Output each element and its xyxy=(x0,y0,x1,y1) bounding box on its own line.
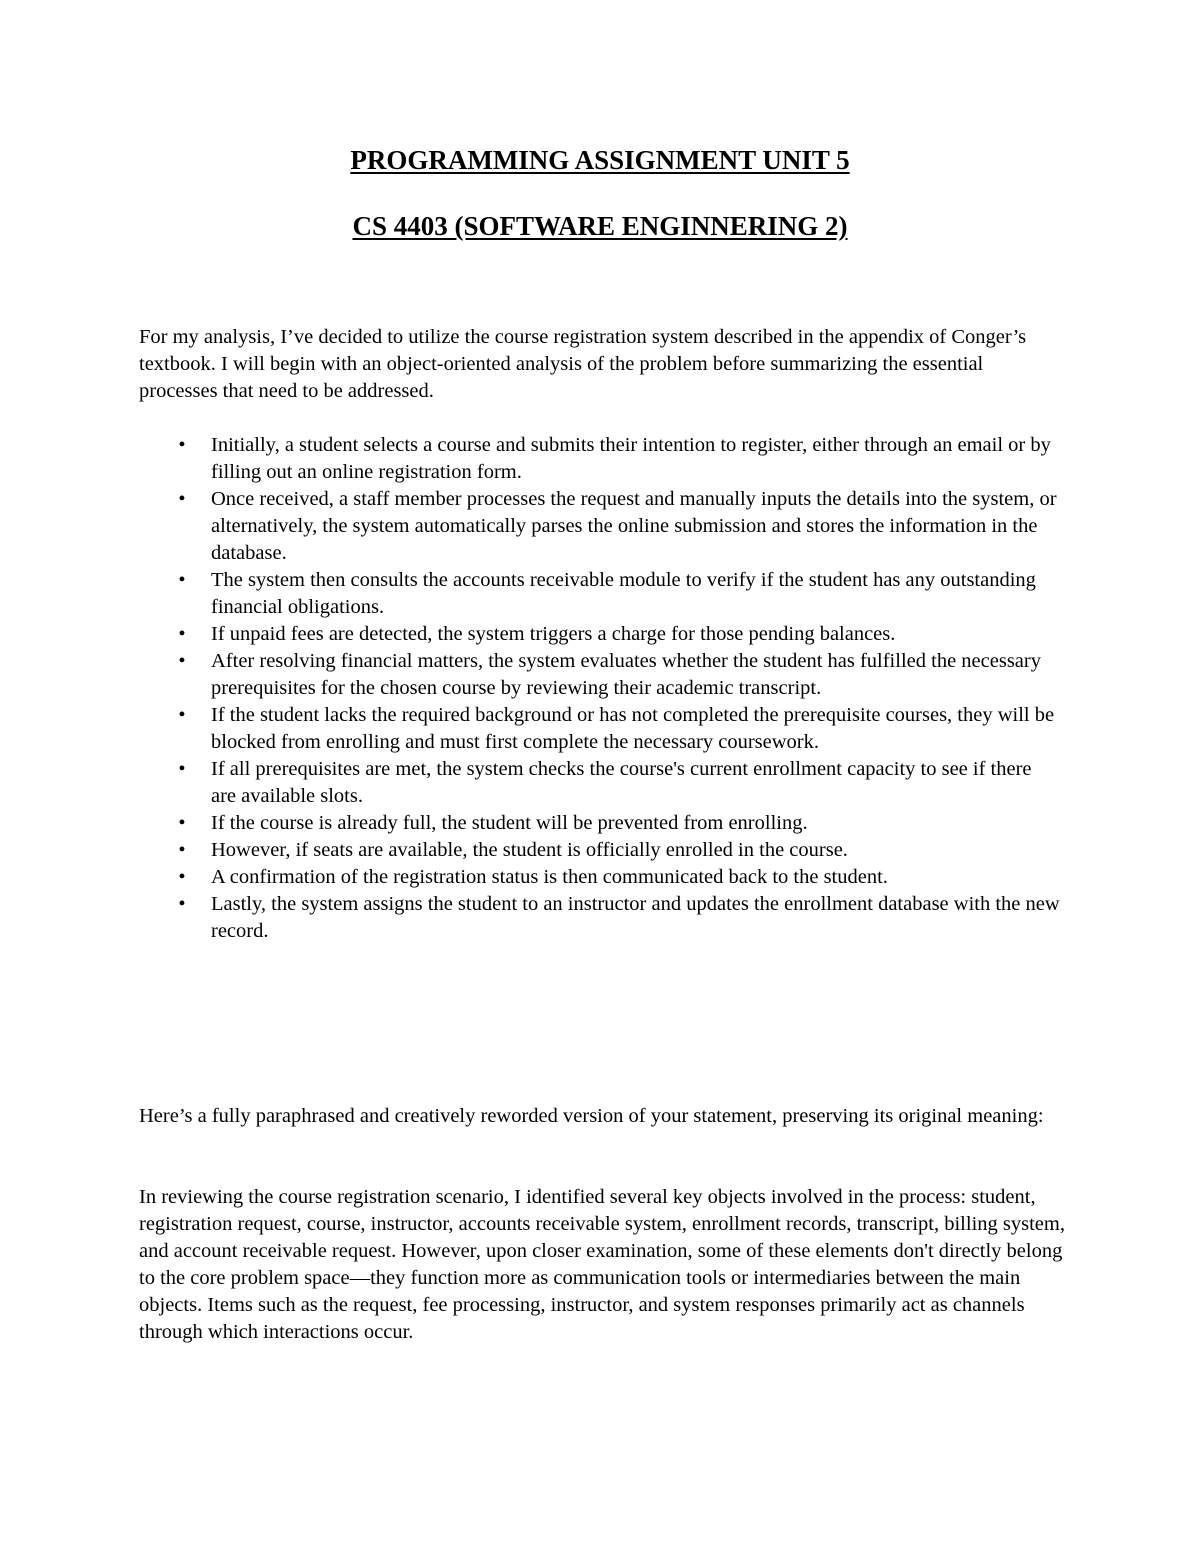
list-item xyxy=(139,702,1061,756)
list-item xyxy=(139,891,1061,945)
list-item-text: If the student lacks the required background or has not completed the prerequisite courses, they will be blocked from enrolling and must first complete the necessary coursework. xyxy=(211,704,1055,753)
document-title: PROGRAMMING ASSIGNMENT UNIT 5 xyxy=(350,145,850,175)
intro-paragraph: For my analysis, I’ve decided to utilize the course registration system described in the appendix of Conger’s textbook. I will begin with an object-oriented analysis of the problem before summarizing the essential processes that need to be addressed. xyxy=(139,326,1027,402)
list-item xyxy=(139,432,1061,486)
list-item-text: If all prerequisites are met, the system checks the course's current enrollment capacity to see if there are available slots. xyxy=(211,758,1032,807)
bullet-icon: • xyxy=(178,569,186,591)
list-item-text: After resolving financial matters, the system evaluates whether the student has fulfilled the necessary prerequisites for the chosen course by reviewing their academic transcript. xyxy=(211,650,1041,699)
bullet-icon: • xyxy=(178,893,186,915)
list-item-text: Initially, a student selects a course and submits their intention to register, either through an email or by filling out an online registration form. xyxy=(211,434,1051,483)
bullet-icon: • xyxy=(178,650,186,672)
bullet-icon: • xyxy=(178,812,186,834)
list-item-text: The system then consults the accounts receivable module to verify if the student has any outstanding financial obligations. xyxy=(211,569,1036,618)
bullet-icon: • xyxy=(178,839,186,861)
process-steps-list xyxy=(139,432,1061,945)
bullet-icon: • xyxy=(178,866,186,888)
bullet-icon: • xyxy=(178,623,186,645)
list-item xyxy=(139,810,1061,837)
list-item xyxy=(139,486,1061,567)
list-item xyxy=(139,837,1061,864)
document-subtitle: CS 4403 (SOFTWARE ENGINNERING 2) xyxy=(352,211,848,241)
bullet-icon: • xyxy=(178,758,186,780)
analysis-paragraph: In reviewing the course registration scenario, I identified several key objects involved in the process: student, registration request, course, instructor, accounts receivable system, enrollment records, transcript, billing system, and account receivable request. However, upon closer examination, some of these elements don't directly belong to the core problem space—they function more as communication tools or intermediaries between the main objects. Items such as the request, fee processing, instructor, and system responses primarily act as channels through which interactions occur. xyxy=(139,1186,1065,1343)
list-item xyxy=(139,621,1061,648)
list-item xyxy=(139,864,1061,891)
list-item-text: A confirmation of the registration status is then communicated back to the student. xyxy=(211,866,888,888)
list-item-text: If unpaid fees are detected, the system triggers a charge for those pending balances. xyxy=(211,623,896,645)
list-item xyxy=(139,567,1061,621)
paraphrase-intro-paragraph: Here’s a fully paraphrased and creatively reworded version of your statement, preserving its original meaning: xyxy=(139,1105,1044,1127)
list-item-text: Once received, a staff member processes the request and manually inputs the details into the system, or alternatively, the system automatically parses the online submission and stores the information in the database. xyxy=(211,488,1057,564)
list-item xyxy=(139,756,1061,810)
bullet-icon: • xyxy=(178,434,186,456)
list-item-text: Lastly, the system assigns the student to an instructor and updates the enrollment database with the new record. xyxy=(211,893,1060,942)
bullet-icon: • xyxy=(178,488,186,510)
list-item-text: If the course is already full, the student will be prevented from enrolling. xyxy=(211,812,808,834)
list-item-text: However, if seats are available, the student is officially enrolled in the course. xyxy=(211,839,848,861)
bullet-icon: • xyxy=(178,704,186,726)
list-item xyxy=(139,648,1061,702)
